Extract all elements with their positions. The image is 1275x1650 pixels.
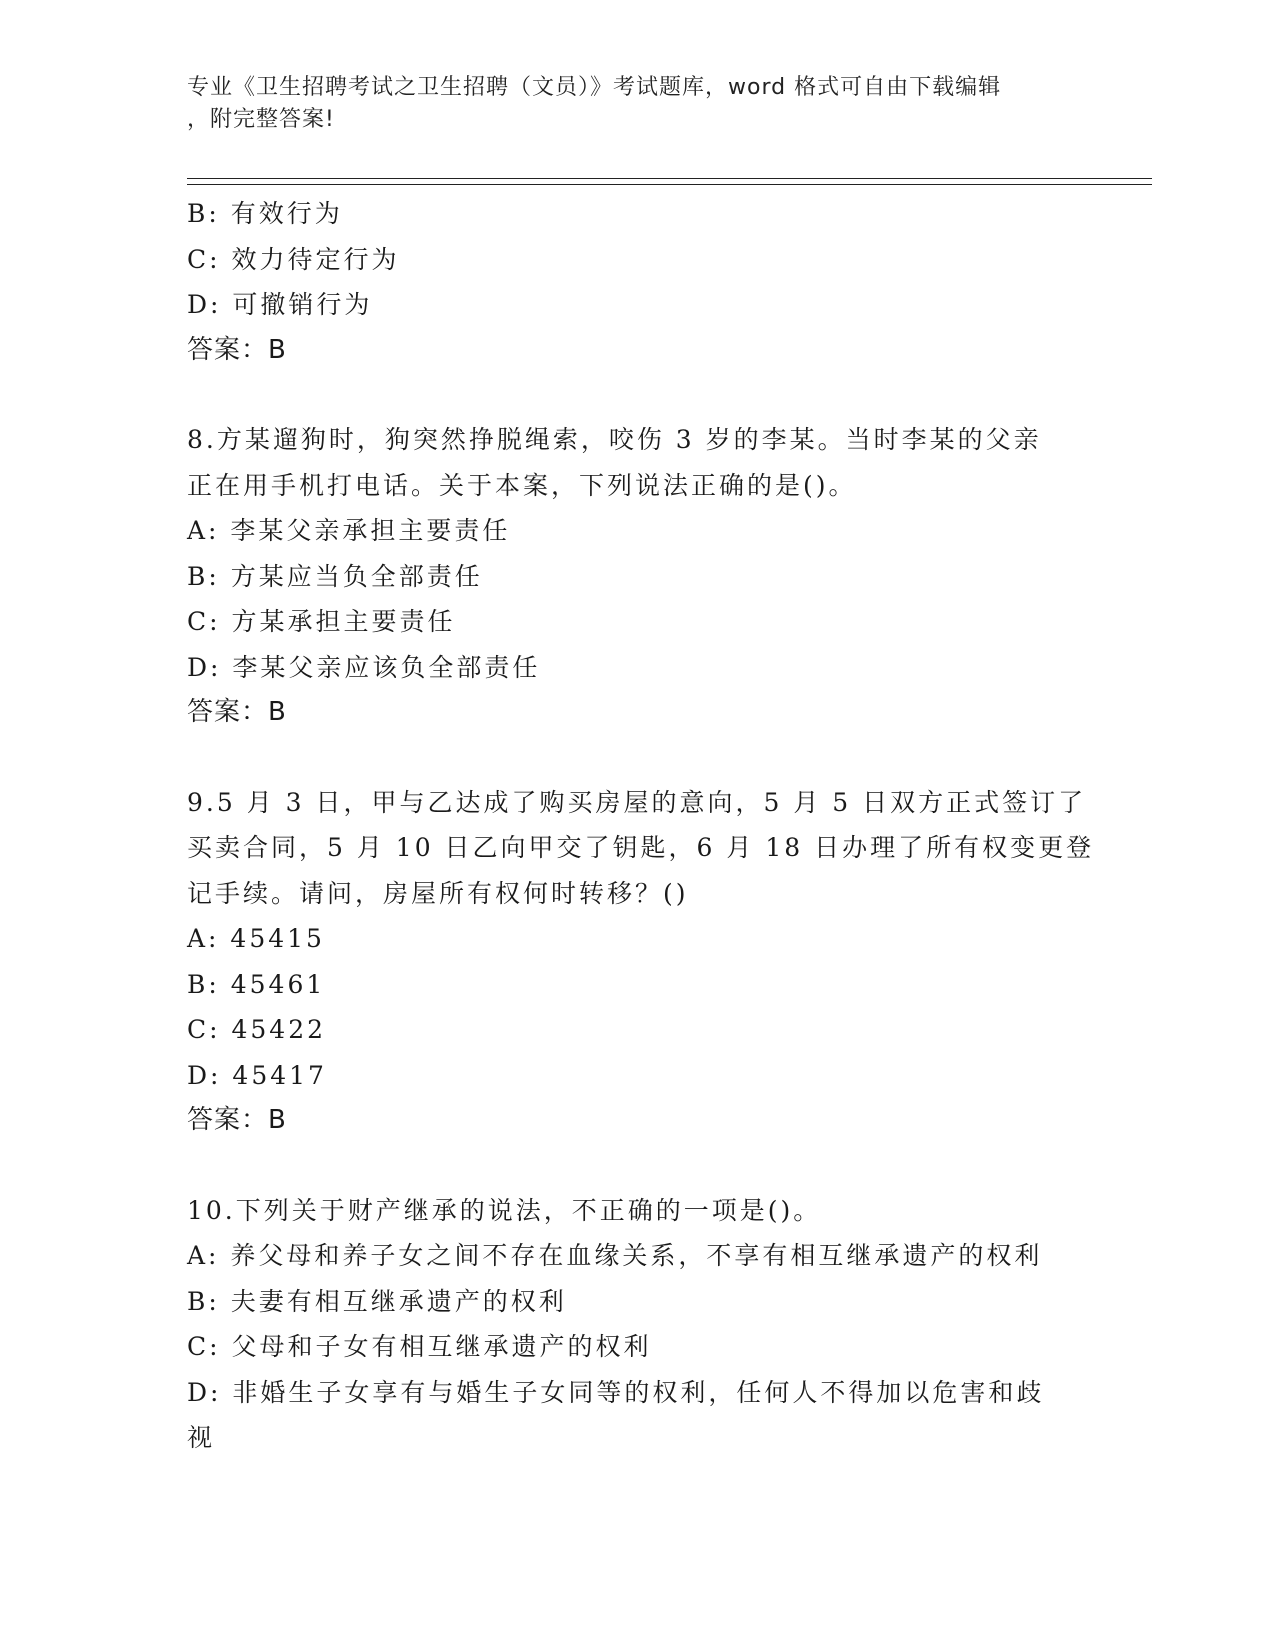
question-text-line: 9.5 月 3 日，甲与乙达成了购买房屋的意向，5 月 5 日双方正式签订了 — [187, 787, 1087, 817]
question-8 — [187, 417, 1087, 736]
option-c: C: 效力待定行为 — [187, 244, 400, 274]
question-list — [187, 191, 1095, 1461]
option-d: D: 45417 — [187, 1060, 327, 1090]
header-divider-top — [187, 178, 1152, 179]
option-c: C: 45422 — [187, 1015, 327, 1044]
option-d: D: 李某父亲应该负全部责任 — [187, 652, 541, 682]
question-text-line: 记手续。请问，房屋所有权何时转移？() — [187, 878, 689, 908]
question-text-line: 8.方某遛狗时，狗突然挣脱绳索，咬伤 3 岁的李某。当时李某的父亲 — [187, 425, 1042, 454]
question-text-line: 10.下列关于财产继承的说法，不正确的一项是()。 — [187, 1195, 822, 1225]
header-line-1: 专业《卫生招聘考试之卫生招聘（文员）》考试题库，word 格式可自由下载编辑 — [187, 75, 1002, 100]
question-7-fragment — [187, 191, 1087, 373]
option-a: A: 李某父亲承担主要责任 — [187, 516, 511, 545]
option-c: C: 方某承担主要责任 — [187, 607, 456, 636]
header-divider-bottom — [187, 184, 1152, 185]
option-b: B: 45461 — [187, 969, 326, 999]
question-text-line: 正在用手机打电话。关于本案，下列说法正确的是()。 — [187, 470, 857, 500]
option-d: D: 可撤销行为 — [187, 290, 373, 319]
question-text-line: 买卖合同，5 月 10 日乙向甲交了钥匙，6 月 18 日办理了所有权变更登 — [187, 833, 1095, 862]
header-line-2: ，附完整答案! — [187, 107, 335, 132]
answer-line: 答案：B — [187, 334, 287, 365]
question-9 — [187, 780, 1095, 1144]
option-b: B: 夫妻有相互继承遗产的权利 — [187, 1286, 567, 1316]
option-a: A: 45415 — [187, 924, 325, 953]
option-b: B: 方某应当负全部责任 — [187, 561, 483, 591]
option-a: A: 养父母和养子女之间不存在血缘关系，不享有相互继承遗产的权利 — [187, 1241, 1043, 1270]
answer-line: 答案：B — [187, 1105, 287, 1135]
option-d-continuation: 视 — [187, 1423, 216, 1452]
option-c: C: 父母和子女有相互继承遗产的权利 — [187, 1332, 652, 1361]
document-header — [187, 72, 1067, 136]
answer-line: 答案：B — [187, 697, 287, 727]
question-10 — [187, 1188, 1087, 1461]
option-d: D: 非婚生子女享有与婚生子女同等的权利，任何人不得加以危害和歧 — [187, 1377, 1045, 1407]
option-b: B: 有效行为 — [187, 199, 343, 228]
